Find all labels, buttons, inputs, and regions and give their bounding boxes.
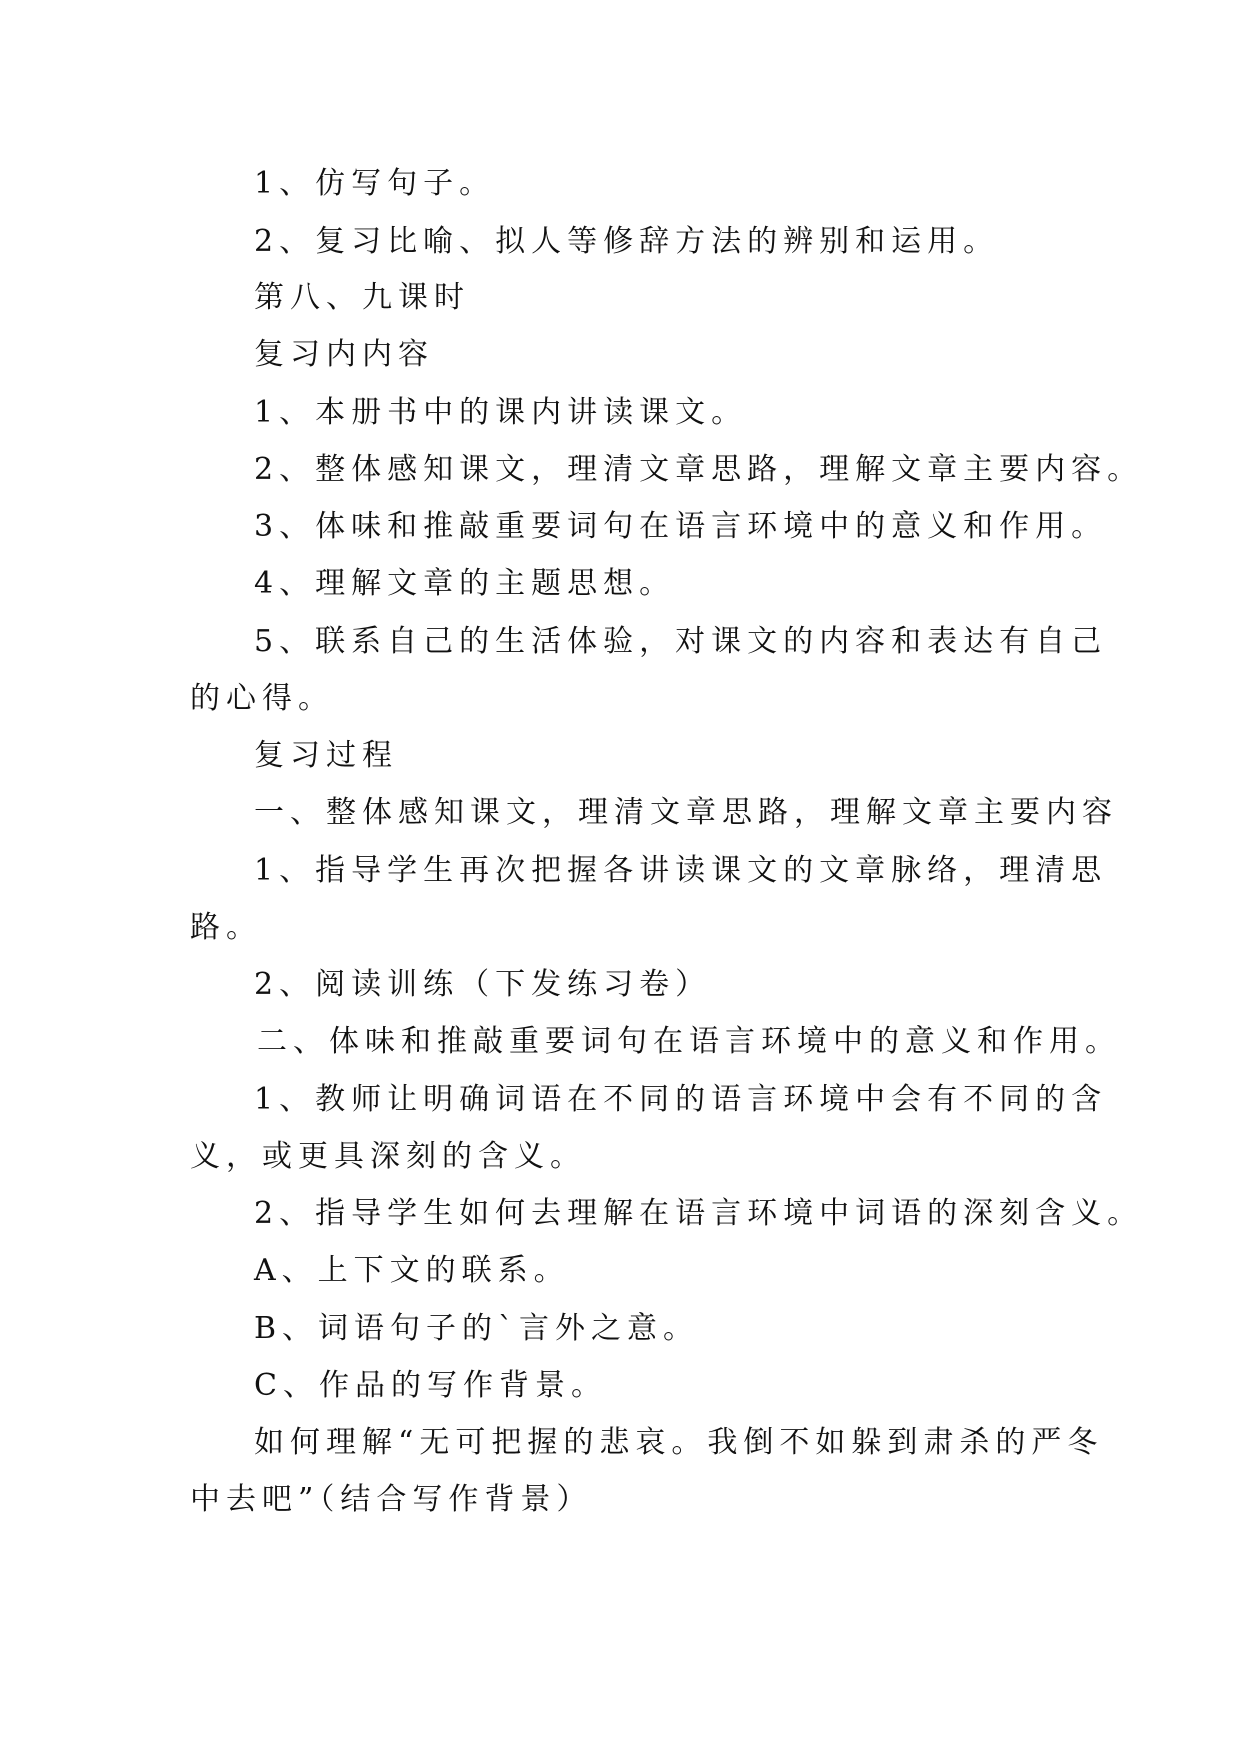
section-heading: 复习内内容 (254, 337, 434, 372)
subsection-heading: 一、整体感知课文，理清文章思路，理解文章主要内容 (254, 795, 1118, 830)
list-item-continuation: 的心得。 (190, 681, 334, 716)
list-item: 3、体味和推敲重要词句在语言环境中的意义和作用。 (254, 509, 1108, 544)
list-item: 4、理解文章的主题思想。 (254, 566, 676, 601)
list-item: 1、本册书中的课内讲读课文。 (254, 395, 748, 430)
section-heading: 第八、九课时 (254, 280, 470, 315)
subsection-heading: 二、体味和推敲重要词句在语言环境中的意义和作用。 (257, 1024, 1121, 1059)
paragraph: 如何理解“无可把握的悲哀。我倒不如躲到肃杀的严冬 (254, 1425, 1104, 1460)
list-item-continuation: 义，或更具深刻的含义。 (190, 1139, 586, 1174)
list-item: 1、教师让明确词语在不同的语言环境中会有不同的含 (254, 1082, 1108, 1117)
list-item: B、词语句子的`言外之意。 (254, 1311, 700, 1346)
list-item: A、上下文的联系。 (254, 1253, 570, 1288)
list-item: 2、整体感知课文，理清文章思路，理解文章主要内容。 (254, 452, 1144, 487)
list-item: 2、复习比喻、拟人等修辞方法的辨别和运用。 (254, 224, 1000, 259)
list-item: C、作品的写作背景。 (254, 1368, 607, 1403)
list-item-continuation: 路。 (190, 910, 262, 945)
list-item: 5、联系自己的生活体验，对课文的内容和表达有自己 (254, 624, 1108, 659)
section-heading: 复习过程 (254, 738, 398, 773)
list-item: 1、指导学生再次把握各讲读课文的文章脉络，理清思 (254, 853, 1108, 888)
list-item: 2、阅读训练（下发练习卷） (254, 967, 712, 1002)
list-item: 1、仿写句子。 (254, 166, 496, 201)
list-item: 2、指导学生如何去理解在语言环境中词语的深刻含义。 (254, 1196, 1144, 1231)
paragraph-continuation: 中去吧”（结合写作背景） (190, 1482, 593, 1517)
